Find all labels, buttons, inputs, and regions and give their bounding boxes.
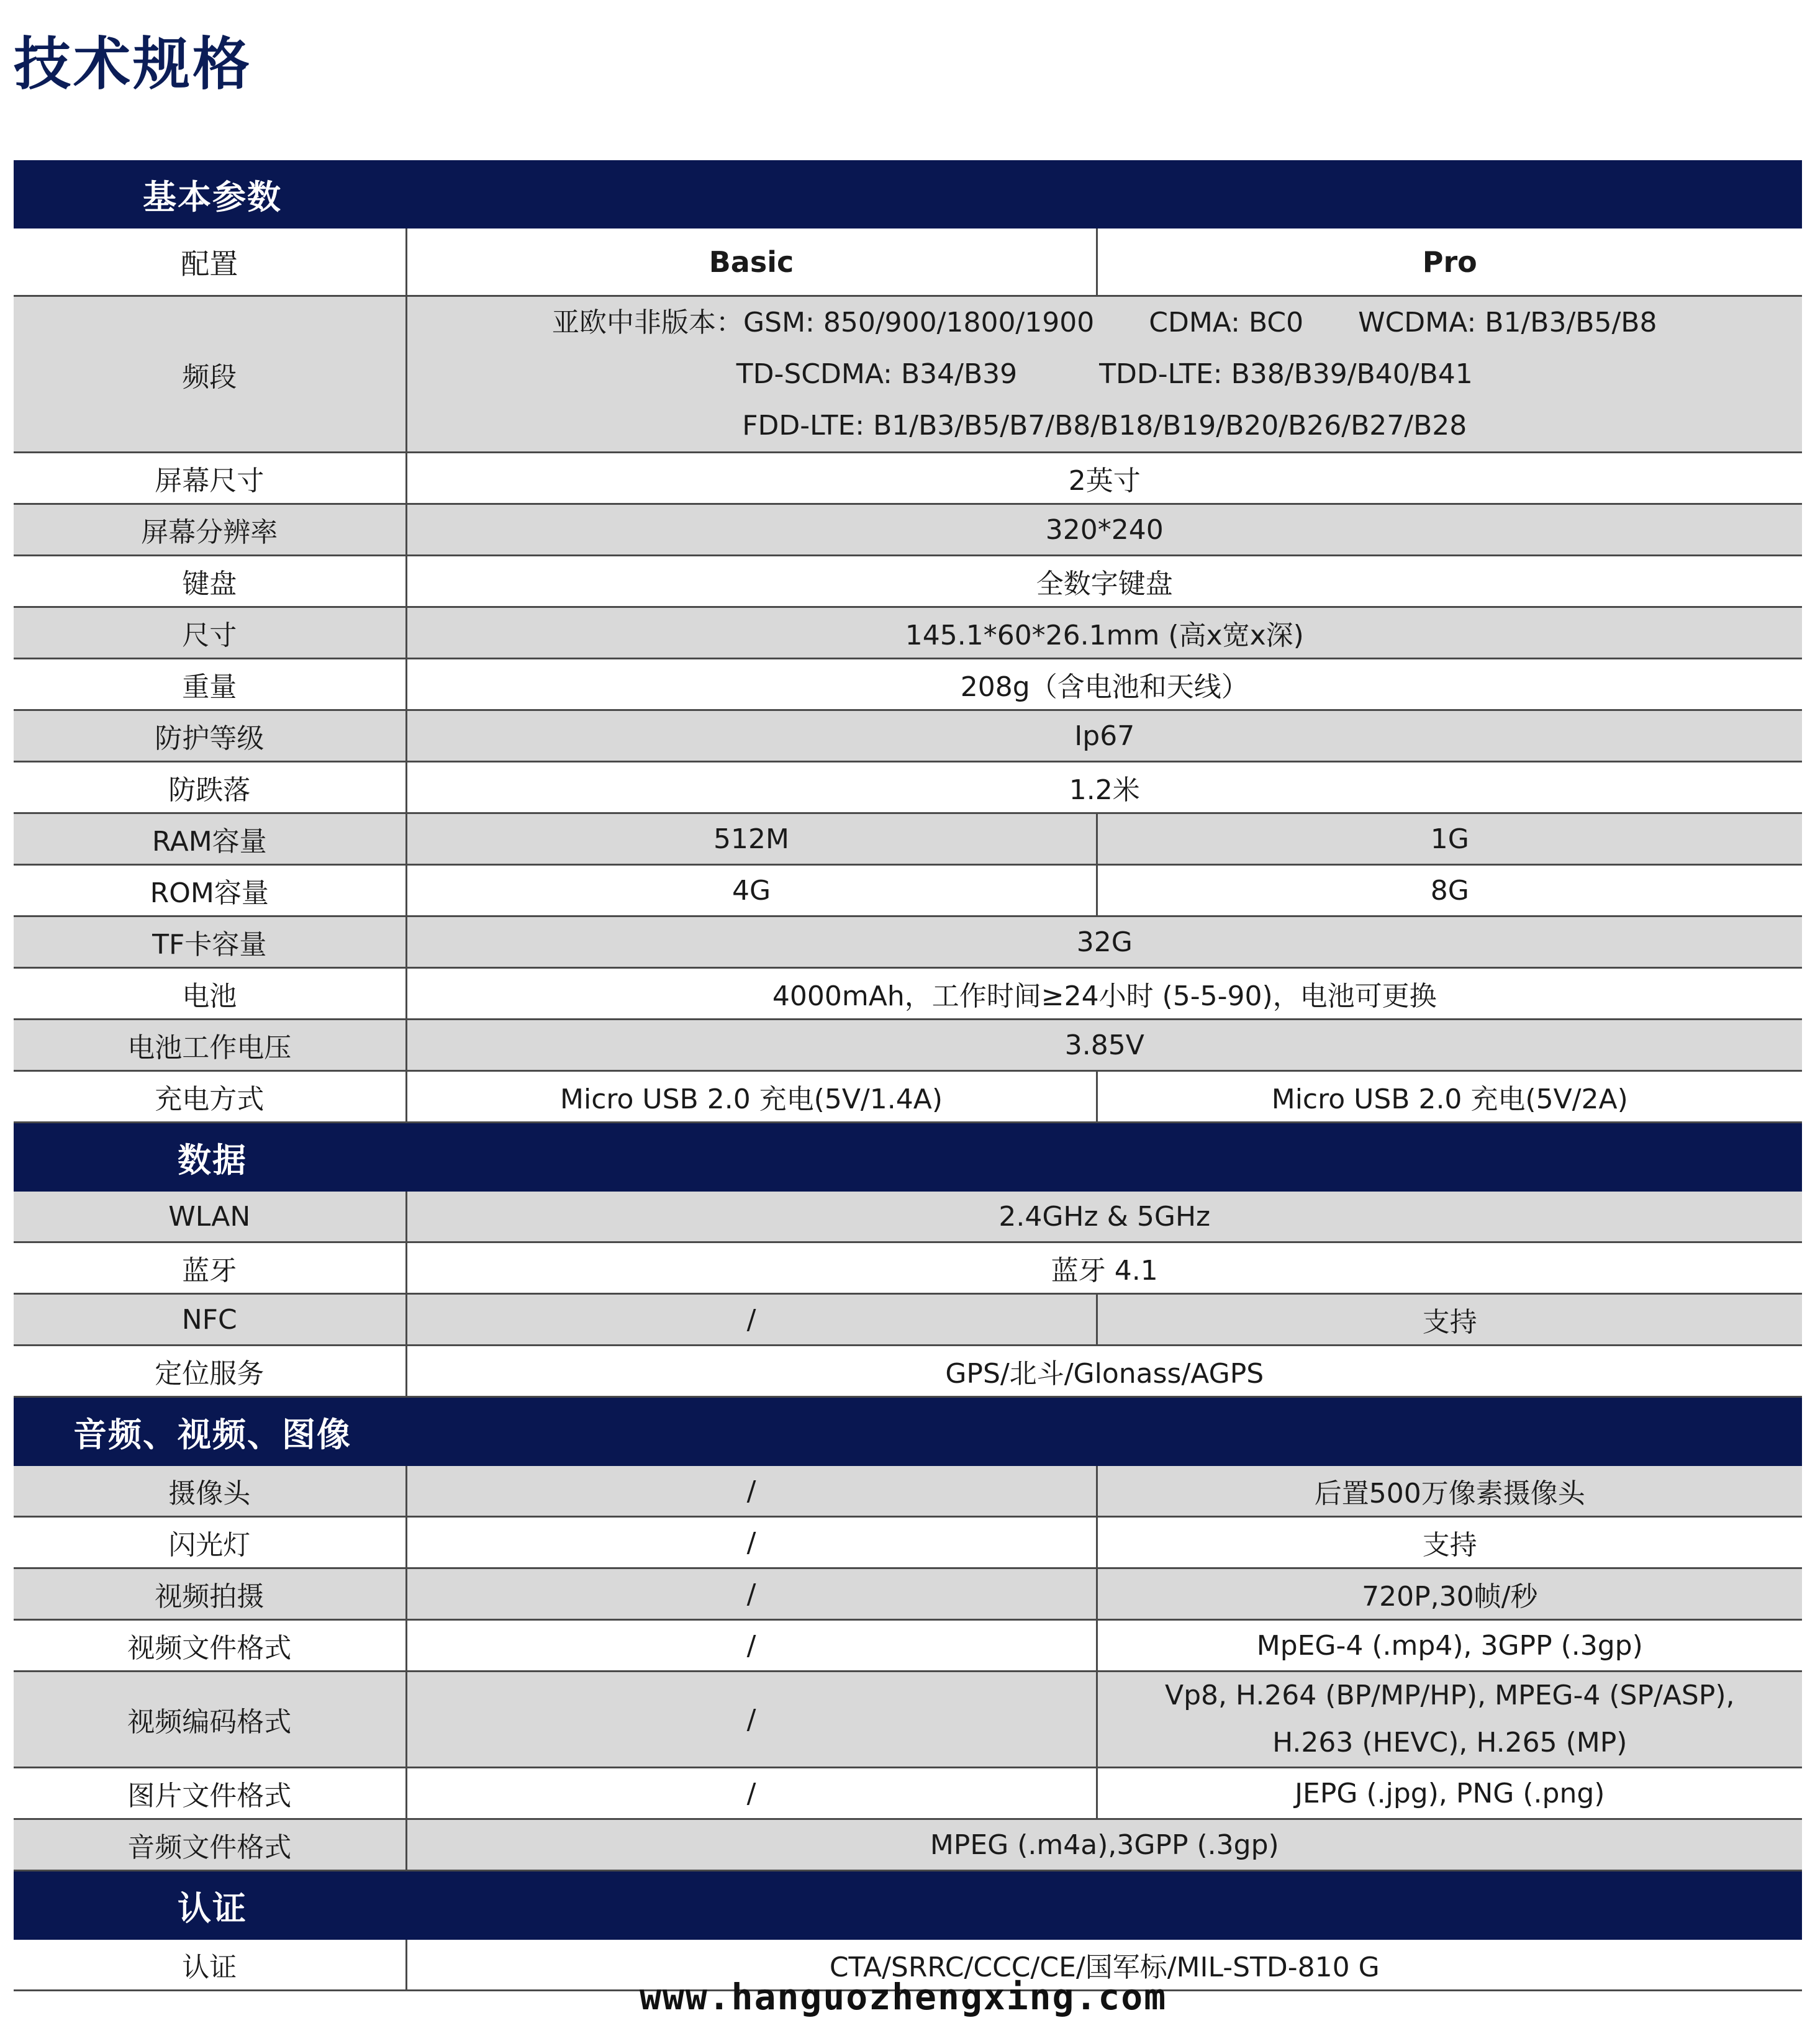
- spec-row-positioning: [14, 1346, 1802, 1397]
- spec-row-resolution: [14, 504, 1802, 556]
- row-key: 充电方式: [14, 1071, 406, 1123]
- header-row: [14, 228, 1802, 296]
- row-key: 尺寸: [14, 607, 406, 659]
- band-line: FDD-LTE: B1/B3/B5/B7/B8/B18/B19/B20/B26/B27/B28: [742, 410, 1467, 441]
- row-key: ROM容量: [14, 865, 406, 916]
- pro-value: 支持: [1097, 1294, 1802, 1346]
- row-value: Ip67: [406, 710, 1802, 762]
- row-key: 音频文件格式: [14, 1819, 406, 1871]
- row-key: 定位服务: [14, 1346, 406, 1397]
- row-key: WLAN: [14, 1192, 406, 1242]
- spec-row-image-format: [14, 1768, 1802, 1819]
- basic-value: Micro USB 2.0 充电(5V/1.4A): [406, 1071, 1097, 1123]
- pro-value: 1G: [1097, 813, 1802, 865]
- spec-row-video-format: [14, 1620, 1802, 1672]
- pro-value: JEPG (.jpg), PNG (.png): [1097, 1768, 1802, 1819]
- row-key: 电池: [14, 968, 406, 1020]
- spec-row-tf: [14, 916, 1802, 968]
- row-key: 防跌落: [14, 762, 406, 813]
- row-key: 屏幕分辨率: [14, 504, 406, 556]
- row-key: 视频文件格式: [14, 1620, 406, 1672]
- row-value: 2英寸: [406, 453, 1802, 504]
- row-value: 蓝牙 4.1: [406, 1242, 1802, 1294]
- row-value: 4000mAh，工作时间≥24小时 (5-5-90)，电池可更换: [406, 968, 1802, 1020]
- row-value: 3.85V: [406, 1020, 1802, 1071]
- section-title: 音频、视频、图像: [73, 1414, 351, 1454]
- row-key: 重量: [14, 659, 406, 710]
- basic-value: /: [406, 1620, 1097, 1672]
- row-value: CTA/SRRC/CCC/CE/国军标/MIL-STD-810 G: [406, 1940, 1802, 1991]
- section-cert: [14, 1871, 1802, 1940]
- band-line: 亚欧中非版本：GSM: 850/900/1800/1900 CDMA: BC0 WCDMA: B1/B3/B5/B8: [552, 307, 1657, 338]
- basic-column-header: Basic: [406, 228, 1097, 296]
- spec-row-audio-format: [14, 1819, 1802, 1871]
- row-value: 全数字键盘: [406, 556, 1802, 607]
- basic-value: /: [406, 1294, 1097, 1346]
- spec-row-bluetooth: [14, 1242, 1802, 1294]
- section-av: [14, 1397, 1802, 1467]
- spec-row-wlan: [14, 1192, 1802, 1242]
- section-data: [14, 1123, 1802, 1192]
- section-title: 基本参数: [143, 177, 282, 217]
- spec-row-band: [14, 296, 1802, 453]
- row-key: 配置: [14, 228, 406, 296]
- row-value: GPS/北斗/Glonass/AGPS: [406, 1346, 1802, 1397]
- row-value: 1.2米: [406, 762, 1802, 813]
- row-key: 频段: [14, 296, 406, 453]
- row-key: 键盘: [14, 556, 406, 607]
- row-key: TF卡容量: [14, 916, 406, 968]
- pro-value: 后置500万像素摄像头: [1097, 1466, 1802, 1517]
- codec-line: H.263 (HEVC), H.265 (MP): [1272, 1727, 1628, 1758]
- spec-row-dimensions: [14, 607, 1802, 659]
- pro-value: 8G: [1097, 865, 1802, 916]
- spec-row-weight: [14, 659, 1802, 710]
- row-value: 32G: [406, 916, 1802, 968]
- row-key: 图片文件格式: [14, 1768, 406, 1819]
- basic-value: /: [406, 1568, 1097, 1620]
- spec-row-ram: [14, 813, 1802, 865]
- row-key: 防护等级: [14, 710, 406, 762]
- watermark-url: www.hanguozhengxing.com: [640, 1976, 1167, 2018]
- section-title: 数据: [178, 1140, 247, 1180]
- spec-row-camera: [14, 1466, 1802, 1517]
- page-title: 技术规格: [14, 31, 253, 97]
- pro-value: [1097, 1672, 1802, 1768]
- basic-value: /: [406, 1466, 1097, 1517]
- basic-value: /: [406, 1768, 1097, 1819]
- row-key: NFC: [14, 1294, 406, 1346]
- spec-row-keyboard: [14, 556, 1802, 607]
- pro-value: 支持: [1097, 1517, 1802, 1568]
- pro-value: Micro USB 2.0 充电(5V/2A): [1097, 1071, 1802, 1123]
- row-value: 2.4GHz & 5GHz: [406, 1192, 1802, 1242]
- spec-row-screen-size: [14, 453, 1802, 504]
- row-value: 208g（含电池和天线）: [406, 659, 1802, 710]
- basic-value: /: [406, 1672, 1097, 1768]
- spec-row-flash: [14, 1517, 1802, 1568]
- band-line: TD-SCDMA: B34/B39 TDD-LTE: B38/B39/B40/B41: [736, 358, 1473, 390]
- row-key: RAM容量: [14, 813, 406, 865]
- row-key: 视频拍摄: [14, 1568, 406, 1620]
- row-key: 闪光灯: [14, 1517, 406, 1568]
- spec-row-battery: [14, 968, 1802, 1020]
- row-key: 蓝牙: [14, 1242, 406, 1294]
- row-key: 认证: [14, 1940, 406, 1991]
- section-title: 认证: [178, 1888, 247, 1928]
- pro-value: 720P,30帧/秒: [1097, 1568, 1802, 1620]
- row-value: [406, 296, 1802, 453]
- spec-row-codec: [14, 1672, 1802, 1768]
- spec-row-nfc: [14, 1294, 1802, 1346]
- codec-line: Vp8, H.264 (BP/MP/HP), MPEG-4 (SP/ASP),: [1165, 1680, 1735, 1711]
- spec-row-voltage: [14, 1020, 1802, 1071]
- row-value: 320*240: [406, 504, 1802, 556]
- spec-row-rom: [14, 865, 1802, 916]
- row-value: MPEG (.m4a),3GPP (.3gp): [406, 1819, 1802, 1871]
- row-key: 屏幕尺寸: [14, 453, 406, 504]
- row-key: 电池工作电压: [14, 1020, 406, 1071]
- spec-row-charge: [14, 1071, 1802, 1123]
- row-key: 视频编码格式: [14, 1672, 406, 1768]
- row-value: 145.1*60*26.1mm (高x宽x深): [406, 607, 1802, 659]
- spec-table: [14, 160, 1802, 1991]
- basic-value: 4G: [406, 865, 1097, 916]
- basic-value: 512M: [406, 813, 1097, 865]
- spec-row-ip-rating: [14, 710, 1802, 762]
- pro-value: MpEG-4 (.mp4), 3GPP (.3gp): [1097, 1620, 1802, 1672]
- pro-column-header: Pro: [1097, 228, 1802, 296]
- basic-value: /: [406, 1517, 1097, 1568]
- row-key: 摄像头: [14, 1466, 406, 1517]
- spec-row-drop: [14, 762, 1802, 813]
- spec-row-video: [14, 1568, 1802, 1620]
- section-basic: [14, 160, 1802, 228]
